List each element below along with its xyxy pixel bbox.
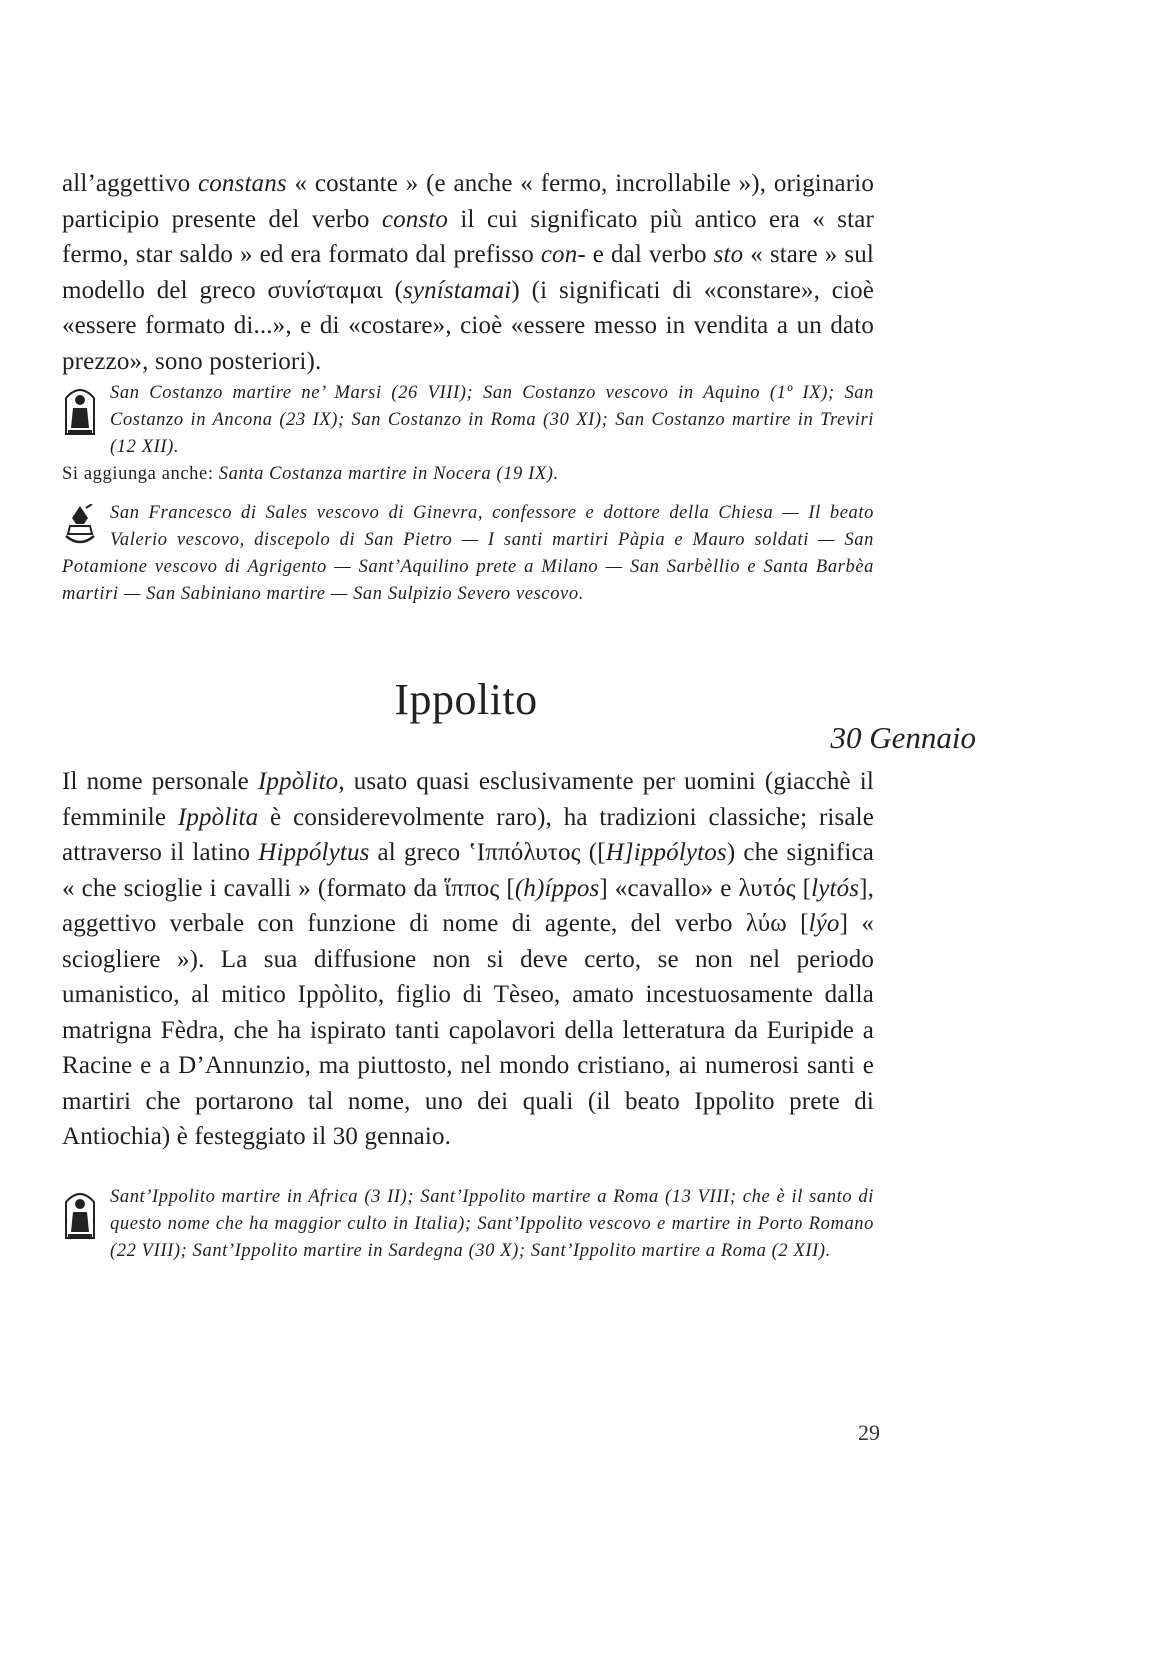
text-run: e dal verbo [585, 241, 714, 268]
text-run: è considerevolmente raro), ha tradizioni classiche; risale attraverso il latino [62, 803, 874, 866]
note-ippolito [62, 1184, 874, 1265]
text-run: all’aggettivo [62, 170, 199, 197]
term-sto: sto [713, 241, 744, 268]
text-run: ] « sciogliere »). La sua diffusione non si deve certo, se non nel periodo umanistico, al mitico Ippòlito, figlio di Tèseo, amato incestuosamente dalla matrigna Fèdra, che ha ispirato tanti capolavori della letteratura da Euripide a Racine e a D’Annunzio, ma piuttosto, nel mondo cristiano, ai numerosi santi e martiri che portarono tal nome, uno dei quali (il beato Ippolito prete di Antiochia) è festeggiato il 30 gennaio. [62, 910, 875, 1150]
saint-figure-icon [62, 384, 98, 436]
term-ippolita: Ippòlita [177, 803, 259, 831]
text-run: Il nome personale [62, 768, 258, 795]
entry-date: 30 Gennaio [830, 720, 976, 755]
note-ippolito-text: Sant’Ippolito martire in Africa (3 II); Sant’Ippolito martire a Roma (13 VIII; che è il santo di questo nome che ha maggior culto in Italia); Sant’Ippolito vescovo e martire in Porto Romano (22 VIII); Sant’Ippolito martire in Sardegna (30 X); Sant’Ippolito martire a Roma (2 XII). [110, 1187, 874, 1261]
term-ippolito: Ippòlito [257, 768, 339, 795]
page-number: 29 [858, 1420, 880, 1445]
text-run: ) (i significati di «constare», cioè «essere formato di...», e di «costare», cioè «essere messo in vendita a un dato prezzo», sono posteriori). [62, 276, 874, 375]
text-run: « costante » (e anche « fermo, incrollabile »), originario participio presente del verbo [62, 170, 874, 233]
addendum-label: Si aggiunga anche: [62, 464, 219, 484]
term-lytos: lytós [811, 874, 860, 902]
text-run: ) che significa « che scioglie i cavalli » (formato da ἵππος [ [62, 839, 874, 902]
term-lyo: lýo [808, 910, 840, 937]
term-synistamai: synístamai [402, 276, 512, 304]
saint-figure-icon [62, 1188, 98, 1240]
text-run: il cui significato più antico era « star fermo, star saldo » ed era formato dal prefisso [62, 205, 874, 268]
note-costanzo-text: San Costanzo martire ne’ Marsi (26 VIII); San Costanzo vescovo in Aquino (1º IX); San Costanzo in Ancona (23 IX); San Costanzo in Roma (30 XI); San Costanzo martire in Treviri (12 XII). [110, 383, 874, 457]
note-saints-of-day [62, 500, 874, 608]
continuation-paragraph [62, 166, 874, 379]
text-run: ], aggettivo verbale con funzione di nome di agente, del verbo λύω [ [62, 874, 874, 937]
text-run: al greco ʽΙππόλυτος ([ [369, 839, 606, 866]
note-costanzo [62, 380, 874, 488]
term-hippolytus: Hippólytus [258, 839, 370, 866]
text-run: ] «cavallo» e λυτός [ [599, 874, 812, 902]
entry-title: Ippolito [394, 675, 538, 724]
note-saints-text: San Francesco di Sales vescovo di Ginevra, confessore e dottore della Chiesa — Il beato Valerio vescovo, discepolo di San Pietro — I santi martiri Pàpia e Mauro soldati — San Potamione vescovo di Agrigento — Sant’Aquilino prete a Milano — San Sarbèllio e Santa Barbèa martiri — San Sabiniano martire — San Sulpizio Severo vescovo. [62, 503, 874, 604]
bishop-mitre-icon [62, 504, 98, 546]
term-hippos: (h)íppos [514, 874, 600, 902]
addendum-text: Santa Costanza martire in Nocera (19 IX). [218, 464, 559, 484]
ippolito-paragraph [62, 764, 874, 1155]
term-constans: constans [198, 170, 287, 197]
term-hippolytos: H]ippólytos [605, 839, 727, 866]
text-run: « stare » sul modello del greco συνίσταμαι ( [62, 241, 874, 304]
text-run: , usato quasi esclusivamente per uomini (giacchè il femminile [62, 768, 874, 831]
term-con: con- [540, 241, 586, 268]
term-consto: consto [381, 205, 449, 233]
